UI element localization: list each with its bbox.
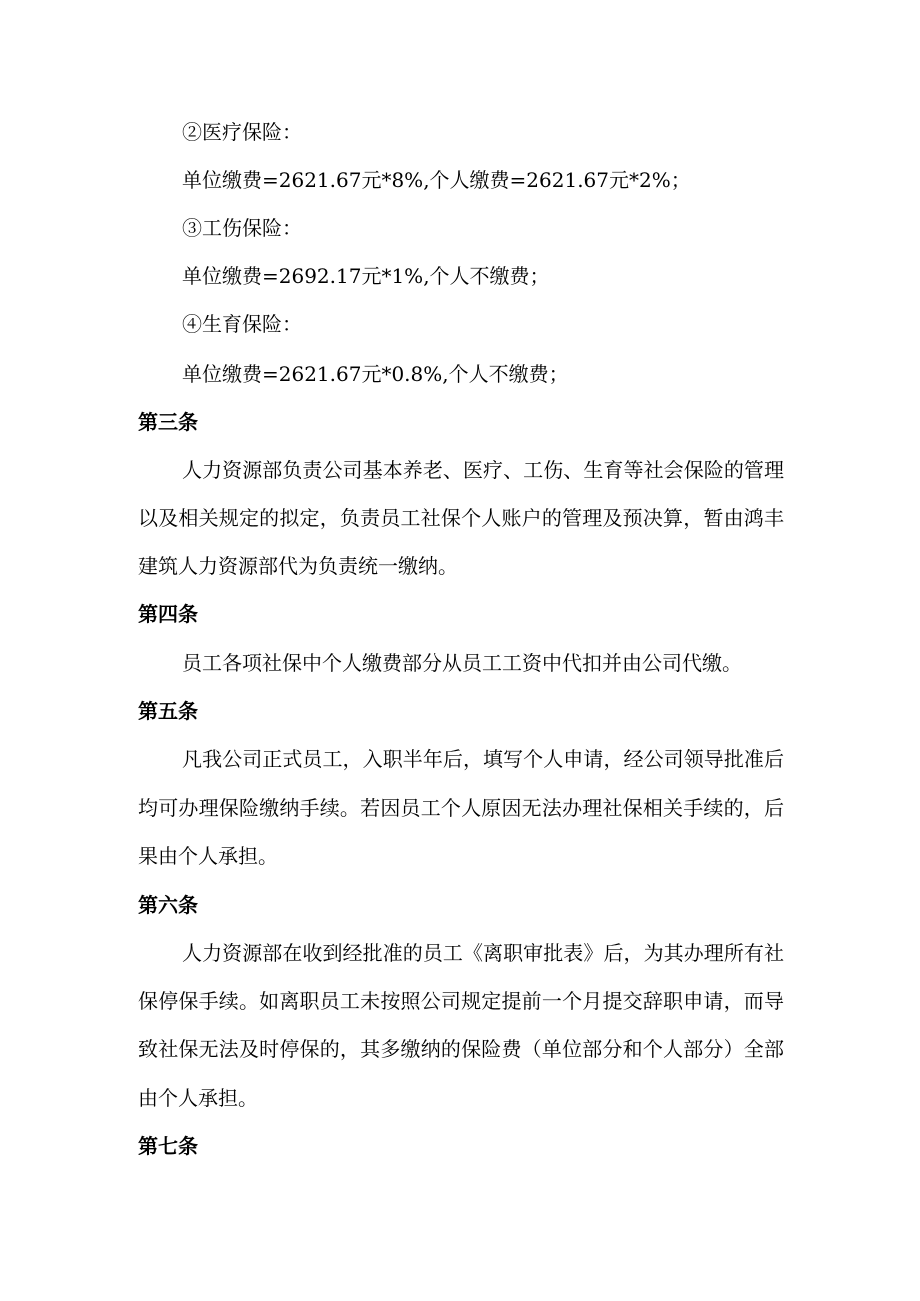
article-3-line: 人力资源部负责公司基本养老、医疗、工伤、生育等社会保险的管理 xyxy=(182,458,784,482)
article-6-line: 保停保手续。如离职员工未按照公司规定提前一个月提交辞职申请，而导 xyxy=(138,989,784,1013)
article-4-heading: 第四条 xyxy=(138,602,198,626)
maternity-insurance-formula: 单位缴费=2621.67元*0.8%,个人不缴费； xyxy=(182,362,569,386)
article-5-line: 均可办理保险缴纳手续。若因员工个人原因无法办理社保相关手续的，后 xyxy=(138,796,784,820)
article-5-heading: 第五条 xyxy=(138,699,198,723)
article-4-line: 员工各项社保中个人缴费部分从员工工资中代扣并由公司代缴。 xyxy=(182,651,742,675)
article-3-line: 建筑人力资源部代为负责统一缴纳。 xyxy=(138,554,458,578)
medical-insurance-formula: 单位缴费=2621.67元*8%,个人缴费=2621.67元*2%； xyxy=(182,168,691,192)
article-6-line: 致社保无法及时停保的，其多缴纳的保险费（单位部分和个人部分）全部 xyxy=(138,1037,784,1061)
injury-insurance-title: ③工伤保险： xyxy=(182,216,302,240)
article-6-line: 由个人承担。 xyxy=(138,1086,258,1110)
maternity-insurance-title: ④生育保险： xyxy=(182,312,302,336)
article-6-heading: 第六条 xyxy=(138,893,198,917)
article-6-line: 人力资源部在收到经批准的员工《离职审批表》后，为其办理所有社 xyxy=(182,941,784,965)
medical-insurance-title: ②医疗保险： xyxy=(182,120,302,144)
article-3-heading: 第三条 xyxy=(138,410,198,434)
article-3-line: 以及相关规定的拟定，负责员工社保个人账户的管理及预决算，暂由鸿丰 xyxy=(138,506,784,530)
article-7-heading: 第七条 xyxy=(138,1134,198,1158)
article-5-line: 凡我公司正式员工，入职半年后，填写个人申请，经公司领导批准后 xyxy=(182,747,784,771)
article-5-line: 果由个人承担。 xyxy=(138,844,278,868)
injury-insurance-formula: 单位缴费=2692.17元*1%,个人不缴费； xyxy=(182,264,550,288)
